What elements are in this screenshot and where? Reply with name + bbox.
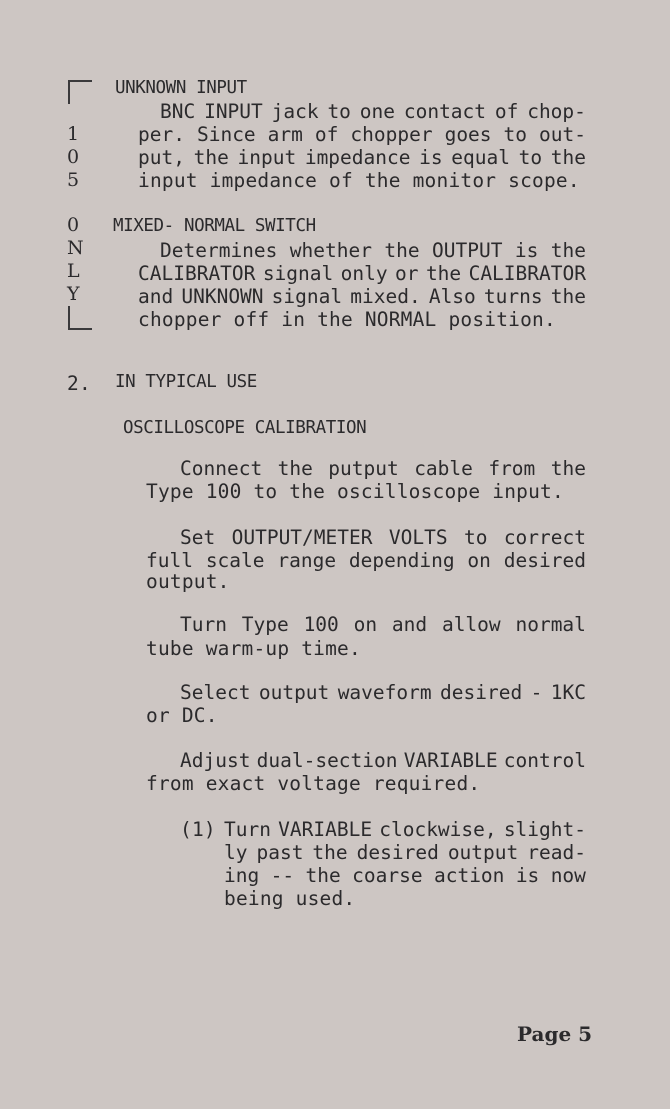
word: mixed. bbox=[350, 285, 421, 308]
word: output bbox=[447, 841, 519, 864]
word: desired bbox=[356, 841, 439, 864]
side-tab-letter: L bbox=[67, 260, 80, 282]
word: one bbox=[359, 100, 395, 123]
word: Select bbox=[180, 681, 251, 704]
word: output bbox=[258, 681, 330, 704]
word: clockwise, bbox=[379, 818, 497, 841]
word: signal bbox=[262, 262, 334, 285]
mixed-normal-line-2 bbox=[138, 262, 586, 285]
unknown-input-heading: UNKNOWN INPUT bbox=[115, 78, 247, 98]
word: coarse bbox=[352, 864, 423, 887]
word: to bbox=[463, 526, 488, 549]
side-tab-letter: 0 bbox=[67, 214, 80, 236]
mixed-normal-line-1 bbox=[160, 239, 586, 262]
word: -- bbox=[270, 864, 295, 887]
word: past bbox=[256, 841, 304, 864]
paragraph-4-line-1 bbox=[180, 681, 586, 704]
list-item-marker: (1) bbox=[180, 818, 216, 841]
word: Also bbox=[428, 285, 476, 308]
word: action bbox=[433, 864, 505, 887]
word: the bbox=[312, 841, 348, 864]
paragraph-2-line-2 bbox=[146, 549, 586, 572]
section-number: 2. bbox=[67, 372, 91, 395]
paragraph-1-line-1 bbox=[180, 457, 586, 480]
word: and bbox=[138, 285, 174, 308]
mixed-normal-heading: MIXED- NORMAL SWITCH bbox=[113, 216, 316, 236]
word: chopper bbox=[350, 123, 433, 146]
paragraph-3-line-1 bbox=[180, 613, 586, 636]
word: to bbox=[503, 123, 528, 146]
word: ing bbox=[224, 864, 260, 887]
word: the bbox=[550, 146, 586, 169]
word: input bbox=[237, 146, 297, 169]
word: is bbox=[514, 239, 539, 262]
word: now bbox=[550, 864, 586, 887]
word: CALIBRATOR bbox=[138, 262, 256, 285]
word: - bbox=[530, 681, 543, 704]
word: dual-section bbox=[256, 749, 398, 772]
word: put, bbox=[138, 146, 185, 169]
side-tab-letter: 0 bbox=[67, 146, 80, 168]
word: or bbox=[395, 262, 419, 285]
side-tab-bracket-bottom bbox=[68, 306, 92, 330]
word: turns bbox=[483, 285, 543, 308]
word: cable bbox=[414, 457, 473, 480]
list-item-line-2 bbox=[224, 841, 586, 864]
unknown-input-line-4: input impedance of the monitor scope. bbox=[138, 169, 580, 192]
word: Connect bbox=[180, 457, 263, 480]
word: arm bbox=[267, 123, 303, 146]
word: read- bbox=[527, 841, 586, 864]
word: BNC bbox=[160, 100, 196, 123]
word: 1KC bbox=[550, 681, 586, 704]
word: Turn bbox=[180, 613, 227, 636]
word: desired bbox=[440, 681, 523, 704]
word: correct bbox=[503, 526, 586, 549]
word: slight- bbox=[503, 818, 586, 841]
word: the bbox=[305, 864, 341, 887]
side-tab-bracket-top bbox=[68, 80, 92, 104]
word: control bbox=[503, 749, 586, 772]
paragraph-4-line-2: or DC. bbox=[146, 704, 218, 727]
paragraph-2-line-3: output. bbox=[146, 570, 230, 593]
word: signal bbox=[271, 285, 343, 308]
word: VARIABLE bbox=[403, 749, 498, 772]
word: the bbox=[550, 285, 586, 308]
word: equal bbox=[451, 146, 510, 169]
paragraph-5-line-2: from exact voltage required. bbox=[146, 772, 481, 795]
side-tab-letter: 1 bbox=[67, 123, 80, 145]
word: the bbox=[193, 146, 229, 169]
word: jack bbox=[271, 100, 319, 123]
word: Adjust bbox=[180, 749, 251, 772]
page-number: Page 5 bbox=[517, 1022, 593, 1046]
unknown-input-line-3 bbox=[138, 146, 586, 169]
word: range bbox=[277, 549, 337, 572]
paragraph-3-line-2: tube warm-up time. bbox=[146, 637, 361, 660]
word: the bbox=[550, 239, 586, 262]
section-subheading: OSCILLOSCOPE CALIBRATION bbox=[123, 418, 367, 438]
word: allow bbox=[441, 613, 501, 636]
word: the bbox=[425, 262, 462, 285]
word: normal bbox=[515, 613, 586, 636]
word: to bbox=[518, 146, 543, 169]
word: OUTPUT/METER bbox=[231, 526, 373, 549]
word: INPUT bbox=[204, 100, 263, 123]
word: depending bbox=[348, 549, 455, 572]
side-tab-letter: 5 bbox=[67, 169, 80, 191]
unknown-input-line-2 bbox=[138, 123, 586, 146]
word: chop- bbox=[527, 100, 586, 123]
word: is bbox=[419, 146, 443, 169]
word: VOLTS bbox=[388, 526, 448, 549]
word: on bbox=[467, 549, 491, 572]
section-heading: IN TYPICAL USE bbox=[115, 372, 257, 392]
word: waveform bbox=[337, 681, 432, 704]
word: VARIABLE bbox=[278, 818, 373, 841]
word: goes bbox=[444, 123, 492, 146]
word: Set bbox=[180, 526, 216, 549]
word: of bbox=[494, 100, 519, 123]
word: contact bbox=[403, 100, 487, 123]
side-tab-letter: Y bbox=[67, 283, 80, 305]
list-item-line-1 bbox=[224, 818, 586, 841]
word: CALIBRATOR bbox=[468, 262, 586, 285]
word: only bbox=[340, 262, 388, 285]
word: impedance bbox=[304, 146, 411, 169]
list-item-line-3 bbox=[224, 864, 586, 887]
word: to bbox=[327, 100, 351, 123]
word: OUTPUT bbox=[432, 239, 503, 262]
word: Since bbox=[196, 123, 256, 146]
word: ly bbox=[224, 841, 248, 864]
word: Turn bbox=[224, 818, 271, 841]
word: per. bbox=[138, 123, 185, 146]
word: 100 bbox=[303, 613, 339, 636]
word: whether bbox=[289, 239, 372, 262]
word: from bbox=[488, 457, 536, 480]
word: out- bbox=[539, 123, 586, 146]
word: Type bbox=[241, 613, 289, 636]
word: UNKNOWN bbox=[181, 285, 264, 308]
word: scale bbox=[205, 549, 265, 572]
paragraph-1-line-2: Type 100 to the oscilloscope input. bbox=[146, 480, 564, 503]
unknown-input-line-1 bbox=[160, 100, 586, 123]
word: is bbox=[515, 864, 540, 887]
mixed-normal-line-4: chopper off in the NORMAL position. bbox=[138, 308, 556, 331]
word: desired bbox=[503, 549, 586, 572]
list-item-line-4: being used. bbox=[224, 887, 356, 910]
word: the bbox=[550, 457, 586, 480]
word: putput bbox=[328, 457, 399, 480]
word: Determines bbox=[160, 239, 278, 262]
word: full bbox=[146, 549, 193, 572]
word: the bbox=[384, 239, 420, 262]
paragraph-2-line-1 bbox=[180, 526, 586, 549]
side-tab-letter: N bbox=[67, 237, 84, 259]
word: on bbox=[353, 613, 378, 636]
mixed-normal-line-3 bbox=[138, 285, 586, 308]
word: of bbox=[314, 123, 339, 146]
paragraph-5-line-1 bbox=[180, 749, 586, 772]
word: and bbox=[391, 613, 428, 636]
word: the bbox=[277, 457, 313, 480]
